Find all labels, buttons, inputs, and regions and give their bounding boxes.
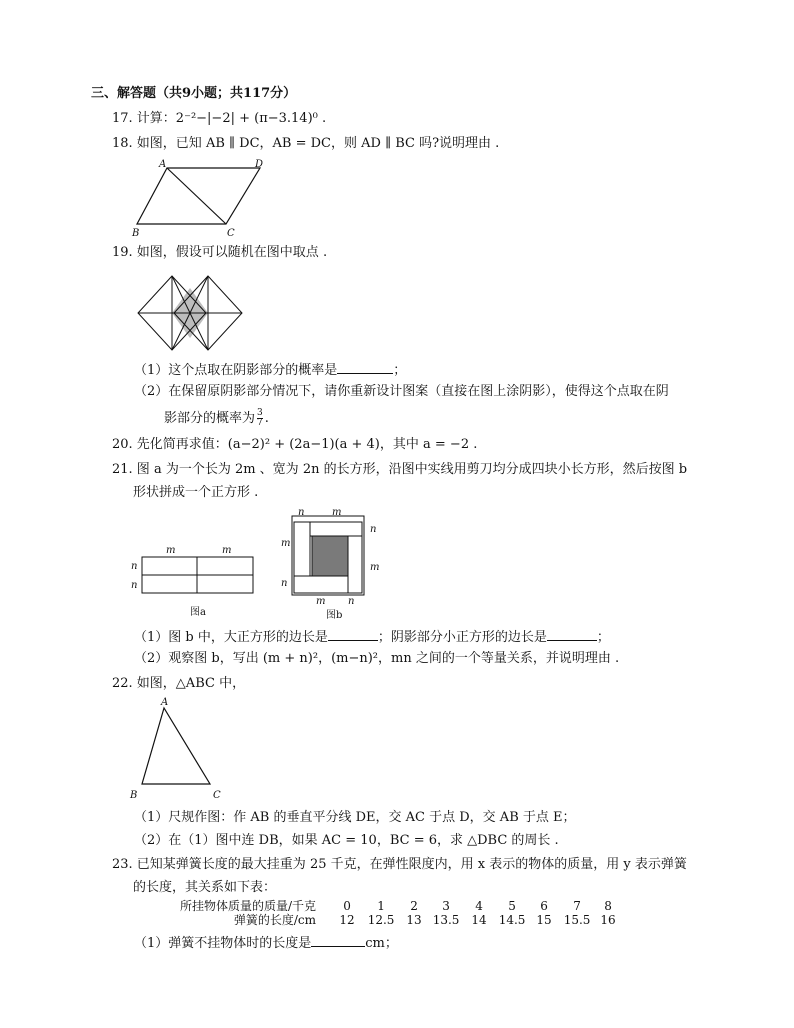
caption-figure-b: 图b: [326, 610, 343, 621]
svg-text:m: m: [166, 545, 176, 556]
svg-text:n: n: [281, 578, 288, 589]
label-a: A: [161, 697, 169, 708]
spring-table: [180, 899, 622, 927]
question-20: 20. 先化简再求值：(a−2)² + (2a−1)(a + 4)，其中 a = −2 .: [112, 437, 478, 452]
caption-figure-a: 图a: [190, 607, 206, 618]
parallelogram-figure: [130, 158, 270, 238]
label-b: B: [132, 228, 140, 239]
label-d: D: [255, 159, 264, 170]
svg-text:n: n: [131, 561, 138, 572]
svg-text:n: n: [298, 507, 305, 518]
label-c: C: [227, 228, 235, 239]
diamond-figure: [136, 274, 246, 354]
question-23: 23. 已知某弹簧长度的最大挂重为 25 千克，在弹性限度内，用 x 表示的物体的质量，用 y 表示弹簧: [112, 857, 687, 872]
section-title: 三、解答题（共9小题；共117分）: [91, 86, 297, 101]
question-21-part1: （1）图 b 中，大正方形的边长是 ；阴影部分小正方形的边长是 ；: [134, 630, 610, 645]
question-22-part2: （2）在（1）图中连 DB，如果 AC = 10，BC = 6，求 △DBC 的周长 .: [134, 833, 559, 848]
label-c: C: [213, 790, 221, 801]
svg-text:n: n: [131, 580, 138, 591]
svg-text:m: m: [316, 596, 326, 607]
question-23-part1: （1）弹簧不挂物体时的长度是 cm；: [134, 936, 398, 951]
table-row: 所挂物体质量的质量/千克 0 1 2 3 4 5 6 7 8: [180, 899, 612, 913]
question-19: 19. 如图，假设可以随机在图中取点 .: [112, 245, 328, 260]
question-22-part1: （1）尺规作图：作 AB 的垂直平分线 DE，交 AC 于点 D，交 AB 于点 E；: [134, 810, 576, 825]
question-21-cont: 形状拼成一个正方形 .: [133, 485, 259, 500]
question-21: 21. 图 a 为一个长为 2m 、宽为 2n 的长方形，沿图中实线用剪刀均分成四块小长方形，然后按图 b: [112, 462, 688, 477]
question-19-part2-cont: 影部分的概率为 $\frac{3}{7}$ .: [164, 408, 269, 428]
svg-text:n: n: [348, 596, 355, 607]
triangle-figure: [128, 696, 238, 804]
figure-b-square: [278, 506, 388, 624]
svg-text:m: m: [332, 507, 342, 518]
question-21-part2: （2）观察图 b，写出 (m + n)²，(m−n)²，mn 之间的一个等量关系，并说明理由 .: [134, 651, 620, 666]
label-a: A: [159, 159, 167, 170]
question-22: 22. 如图，△ABC 中，: [112, 676, 246, 691]
question-23-cont: 的长度，其关系如下表：: [133, 880, 277, 895]
table-row: 弹簧的长度/cm 12 12.5 13 13.5 14 14.5 15 15.5 16: [233, 913, 616, 927]
question-19-part1: （1）这个点取在阴影部分的概率是 ；: [134, 363, 407, 378]
svg-text:m: m: [222, 545, 232, 556]
question-19-part2: （2）在保留原阴影部分情况下，请你重新设计图案（直接在图上涂阴影），使得这个点取在阴: [134, 384, 669, 399]
svg-text:m: m: [281, 538, 291, 549]
label-b: B: [130, 790, 138, 801]
figure-a-rectangle: [128, 540, 268, 620]
question-18: 18. 如图，已知 AB ∥ DC，AB = DC，则 AD ∥ BC 吗?说明理由 .: [112, 136, 500, 151]
question-17: 17. 计算：2⁻²−|−2| + (π−3.14)⁰ .: [112, 111, 327, 126]
svg-text:n: n: [370, 524, 377, 535]
svg-text:m: m: [370, 562, 380, 573]
